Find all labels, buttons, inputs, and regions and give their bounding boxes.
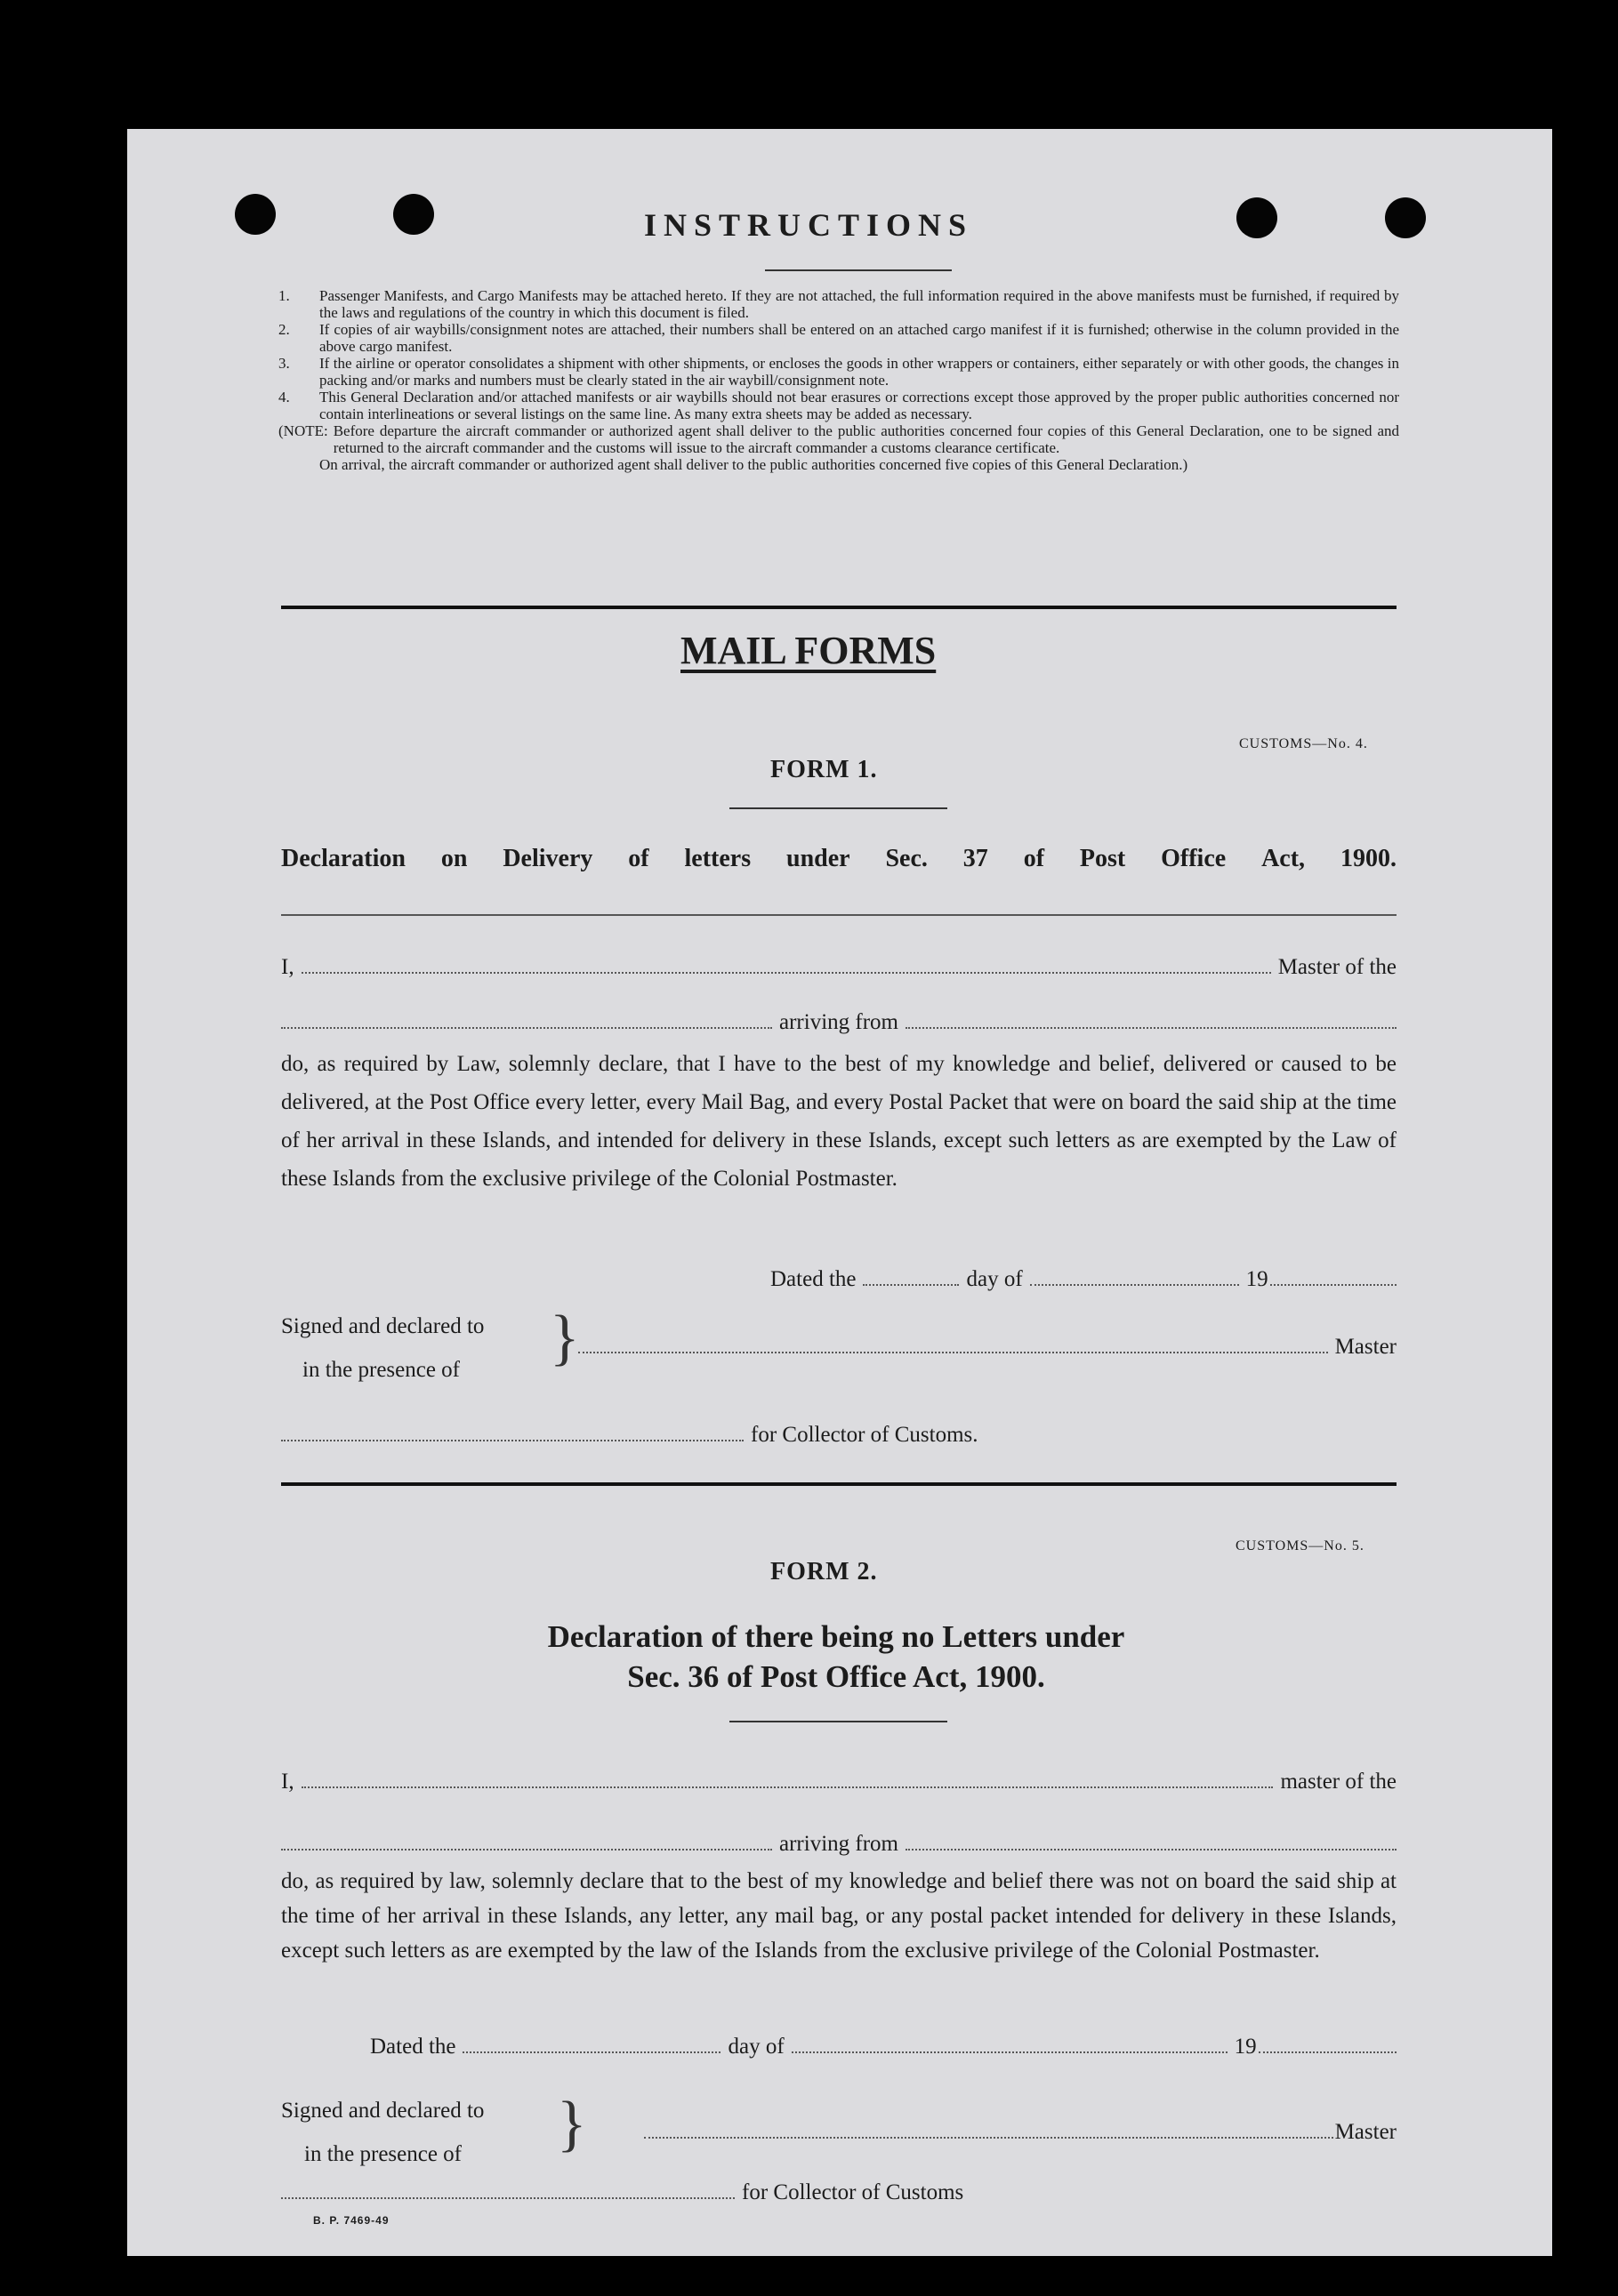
form2-master-signature-line bbox=[644, 2120, 1397, 2145]
signed-label-1: Signed and declared to bbox=[281, 2099, 485, 2123]
year-prefix: 19 bbox=[1245, 1267, 1268, 1291]
form1-declaration-heading bbox=[281, 845, 1397, 873]
form1-arriving-line bbox=[281, 1010, 1397, 1035]
form2-heading-line1: Declaration of there being no Letters under bbox=[547, 1619, 1125, 1654]
form2-arriving-line bbox=[281, 1832, 1397, 1857]
divider bbox=[729, 1721, 947, 1722]
item-number: 2. bbox=[278, 321, 290, 338]
form1-body: do, as required by Law, solemnly declare, that I have to the best of my knowledge and belief, delivered or caused to be delivered, at the Post Office every letter, every Mail Bag, and every Postal Packet that were on board the said ship at the time of her arrival in these Islands, and intended for delivery in these Islands, except such letters as are exempted by the Law of these Islands from the exclusive privilege of the Colonial Postmaster. bbox=[281, 1052, 1397, 1191]
note-text: Before departure the aircraft commander or authorized agent shall deliver to the public authorities concerned four copies of this General Declaration, one to be signed and returned to the aircraft commander and the customs will issue to the aircraft commander a customs clearance certificate. bbox=[333, 422, 1399, 456]
master-label: Master bbox=[1334, 1335, 1397, 1359]
signed-label-2: in the presence of bbox=[304, 2142, 463, 2166]
dated-the-label: Dated the bbox=[370, 2035, 456, 2059]
collector-signature-field[interactable] bbox=[281, 2181, 735, 2199]
instructions-title: INSTRUCTIONS bbox=[644, 207, 974, 243]
origin-field[interactable] bbox=[906, 1833, 1397, 1850]
heading-word: Act, bbox=[1261, 845, 1306, 872]
master-signature-field[interactable] bbox=[644, 2121, 1333, 2139]
divider bbox=[729, 807, 947, 809]
heading-word: Delivery bbox=[503, 845, 593, 872]
divider bbox=[765, 269, 952, 271]
master-label: Master bbox=[1334, 2120, 1397, 2144]
master-name-field[interactable] bbox=[302, 1770, 1274, 1788]
form2-collector-line bbox=[281, 2180, 1082, 2205]
form1-master-line bbox=[281, 955, 1397, 980]
heading-word: under bbox=[786, 845, 850, 872]
punch-hole-3 bbox=[1236, 197, 1277, 238]
form2-title: FORM 2. bbox=[770, 1558, 878, 1586]
instruction-item bbox=[278, 355, 1399, 389]
form2-heading-line2: Sec. 36 of Post Office Act, 1900. bbox=[627, 1659, 1045, 1694]
punch-hole-2 bbox=[393, 194, 434, 235]
instruction-note bbox=[278, 422, 1399, 456]
heading-word: on bbox=[440, 845, 468, 872]
divider bbox=[281, 914, 1397, 916]
item-number: 4. bbox=[278, 389, 290, 405]
note-text-2: On arrival, the aircraft commander or authorized agent shall deliver to the public authorities concerned five copies of this General Declaration.) bbox=[319, 456, 1188, 473]
heading-word: Office bbox=[1161, 845, 1227, 872]
note-lead: (NOTE: bbox=[278, 422, 328, 439]
item-text: If the airline or operator consolidates a shipment with other shipments, or encloses the goods in other wrappers or containers, either separately or with other goods, the changes in packing and/or marks and numbers must be clearly stated in the air waybill/consignment note. bbox=[319, 355, 1399, 389]
heading-word: letters bbox=[684, 845, 752, 872]
section-divider bbox=[281, 606, 1397, 609]
i-label: I, bbox=[281, 1770, 294, 1794]
year-prefix: 19 bbox=[1234, 2035, 1257, 2059]
item-number: 3. bbox=[278, 355, 290, 372]
date-day-field[interactable] bbox=[463, 2035, 720, 2053]
origin-field[interactable] bbox=[906, 1011, 1397, 1029]
date-year-field[interactable] bbox=[1259, 2035, 1397, 2053]
heading-word: 1900. bbox=[1340, 845, 1397, 872]
dated-the-label: Dated the bbox=[770, 1267, 857, 1291]
form1-collector-line bbox=[281, 1423, 1082, 1448]
form1-master-signature-line bbox=[578, 1335, 1397, 1360]
master-signature-field[interactable] bbox=[578, 1336, 1328, 1353]
form2-signed-labels bbox=[281, 2089, 484, 2176]
item-text: This General Declaration and/or attached manifests or air waybills should not bear erasures or corrections except those approved by the proper public authorities concerned nor contain interlineations or several listings on the same line. As many extra sheets may be added as necessary. bbox=[319, 389, 1399, 422]
heading-word: 37 bbox=[962, 845, 988, 872]
form2-body: do, as required by law, solemnly declare that to the best of my knowledge and belief there was not on board the said ship at the time of her arrival in these Islands, any letter, any mail bag, or any postal packet intended for delivery in these Islands, except such letters as are exempted by the law of the Islands from the exclusive privilege of the Colonial Postmaster. bbox=[281, 1869, 1397, 1963]
ship-name-field[interactable] bbox=[281, 1011, 772, 1029]
form2-master-line bbox=[281, 1770, 1397, 1794]
instruction-item bbox=[278, 287, 1399, 321]
heading-word: of bbox=[1023, 845, 1045, 872]
form1-title: FORM 1. bbox=[770, 756, 878, 783]
form1-customs-ref: CUSTOMS—No. 4. bbox=[1239, 736, 1368, 751]
date-month-field[interactable] bbox=[792, 2035, 1228, 2053]
heading-word: Sec. bbox=[885, 845, 928, 872]
date-month-field[interactable] bbox=[1030, 1268, 1239, 1286]
day-of-label: day of bbox=[728, 2035, 785, 2059]
day-of-label: day of bbox=[966, 1267, 1023, 1291]
brace-icon: } bbox=[550, 1304, 580, 1372]
arriving-from-label: arriving from bbox=[779, 1010, 898, 1034]
date-day-field[interactable] bbox=[863, 1268, 959, 1286]
instructions-list bbox=[278, 287, 1399, 473]
form-code: B. P. 7469-49 bbox=[313, 2214, 390, 2227]
master-of-the-label: Master of the bbox=[1277, 955, 1397, 979]
form1-signed-labels bbox=[281, 1305, 484, 1392]
heading-word: Post bbox=[1079, 845, 1126, 872]
collector-label: for Collector of Customs. bbox=[751, 1423, 978, 1447]
master-of-the-label: master of the bbox=[1280, 1770, 1397, 1794]
item-number: 1. bbox=[278, 287, 290, 304]
master-name-field[interactable] bbox=[302, 956, 1271, 974]
instruction-item bbox=[278, 389, 1399, 422]
collector-label: for Collector of Customs bbox=[742, 2180, 964, 2204]
instruction-item bbox=[278, 321, 1399, 355]
signed-label-2: in the presence of bbox=[302, 1358, 461, 1382]
item-text: If copies of air waybills/consignment notes are attached, their numbers shall be entered on an attached cargo manifest if it is furnished; otherwise in the column provided in the above cargo manifest. bbox=[319, 321, 1399, 355]
form2-heading bbox=[391, 1617, 1281, 1697]
form2-customs-ref: CUSTOMS—No. 5. bbox=[1236, 1538, 1364, 1553]
heading-word: of bbox=[628, 845, 649, 872]
arriving-from-label: arriving from bbox=[779, 1832, 898, 1856]
section-divider bbox=[281, 1482, 1397, 1486]
form2-dated-line bbox=[370, 2035, 1397, 2059]
ship-name-field[interactable] bbox=[281, 1833, 772, 1850]
brace-icon: } bbox=[557, 2090, 587, 2158]
item-text: Passenger Manifests, and Cargo Manifests may be attached hereto. If they are not attached, the full information required in the above manifests must be furnished, if required by the laws and regulations of the country in which this document is filed. bbox=[319, 287, 1399, 321]
form1-dated-line bbox=[770, 1267, 1397, 1292]
signed-label-1: Signed and declared to bbox=[281, 1314, 485, 1338]
collector-signature-field[interactable] bbox=[281, 1424, 744, 1441]
mail-forms-title: MAIL FORMS bbox=[680, 629, 937, 672]
punch-hole-1 bbox=[235, 194, 276, 235]
punch-hole-4 bbox=[1385, 197, 1426, 238]
i-label: I, bbox=[281, 955, 294, 979]
date-year-field[interactable] bbox=[1270, 1268, 1397, 1286]
heading-word: Declaration bbox=[281, 845, 406, 872]
